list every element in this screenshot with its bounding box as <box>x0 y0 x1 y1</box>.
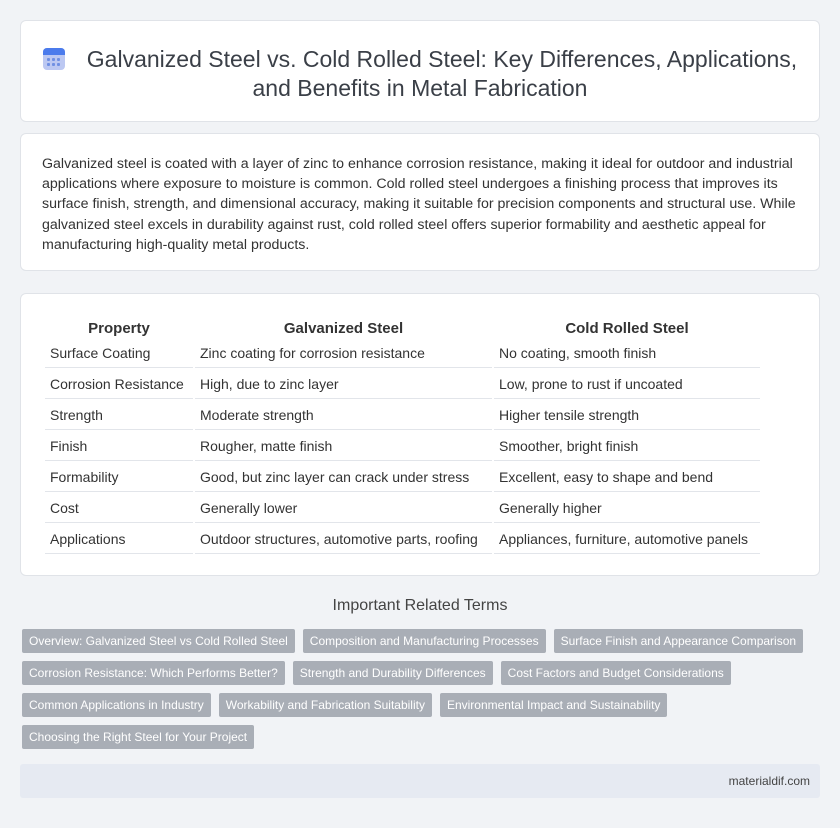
table-row <box>45 494 760 523</box>
calendar-icon <box>43 48 65 70</box>
table-cell: Good, but zinc layer can crack under stress <box>195 463 492 492</box>
table-cell: Outdoor structures, automotive parts, roofing <box>195 525 492 554</box>
related-term-tag[interactable]: Environmental Impact and Sustainability <box>440 693 667 717</box>
header-property: Property <box>88 320 150 337</box>
related-term-tag[interactable]: Cost Factors and Budget Considerations <box>501 661 731 685</box>
table-cell: Smoother, bright finish <box>494 432 760 461</box>
table-cell: Higher tensile strength <box>494 401 760 430</box>
table-row <box>45 432 760 461</box>
related-term-tag[interactable]: Choosing the Right Steel for Your Project <box>22 725 254 749</box>
comparison-table <box>43 312 762 556</box>
table-cell: Generally higher <box>494 494 760 523</box>
intro-card <box>20 133 820 271</box>
header-card <box>20 20 820 122</box>
table-cell: High, due to zinc layer <box>195 370 492 399</box>
table-cell: Moderate strength <box>195 401 492 430</box>
related-term-tag[interactable]: Common Applications in Industry <box>22 693 211 717</box>
comparison-card <box>20 293 820 576</box>
header-cold-rolled: Cold Rolled Steel <box>565 320 689 337</box>
table-row <box>45 370 760 399</box>
related-term-tag[interactable]: Strength and Durability Differences <box>293 661 493 685</box>
table-cell: Corrosion Resistance <box>45 370 193 399</box>
table-row <box>45 525 760 554</box>
page-title-text: Galvanized Steel vs. Cold Rolled Steel: Key Differences, Applications, and Benefits in Metal Fabrication <box>86 46 798 101</box>
table-cell: Rougher, matte finish <box>195 432 492 461</box>
table-cell: Applications <box>45 525 193 554</box>
table-row <box>45 401 760 430</box>
table-cell: Strength <box>45 401 193 430</box>
related-terms-tags <box>22 629 822 757</box>
intro-paragraph: Galvanized steel is coated with a layer of zinc to enhance corrosion resistance, making it ideal for outdoor and industrial applications where exposure to moisture is common. Cold rolled steel undergoes a finishing process that improves its surface finish, strength, and dimensional accuracy, making it suitable for precision components and structural use. While galvanized steel excels in durability against rust, cold rolled steel offers superior formability and aesthetic appeal for manufacturing high-quality metal products. <box>42 156 796 253</box>
table-cell: Generally lower <box>195 494 492 523</box>
related-terms-title: Important Related Terms <box>332 597 508 614</box>
related-term-tag[interactable]: Surface Finish and Appearance Comparison <box>554 629 803 653</box>
table-row <box>45 339 760 368</box>
related-term-tag[interactable]: Corrosion Resistance: Which Performs Better? <box>22 661 285 685</box>
table-row <box>45 463 760 492</box>
related-term-tag[interactable]: Workability and Fabrication Suitability <box>219 693 432 717</box>
table-cell: Finish <box>45 432 193 461</box>
table-cell: Surface Coating <box>45 339 193 368</box>
related-term-tag[interactable]: Composition and Manufacturing Processes <box>303 629 546 653</box>
header-galvanized: Galvanized Steel <box>283 320 404 337</box>
table-cell: No coating, smooth finish <box>494 339 760 368</box>
table-cell: Appliances, furniture, automotive panels <box>494 525 760 554</box>
table-cell: Formability <box>45 463 193 492</box>
footer <box>20 764 820 798</box>
table-cell: Zinc coating for corrosion resistance <box>195 339 492 368</box>
related-term-tag[interactable]: Overview: Galvanized Steel vs Cold Rolled Steel <box>22 629 295 653</box>
table-cell: Excellent, easy to shape and bend <box>494 463 760 492</box>
page-title <box>21 45 819 103</box>
table-cell: Cost <box>45 494 193 523</box>
footer-site-link[interactable]: materialdif.com <box>728 774 810 788</box>
table-cell: Low, prone to rust if uncoated <box>494 370 760 399</box>
title-wrap <box>21 45 819 103</box>
table-header-row <box>45 314 760 337</box>
